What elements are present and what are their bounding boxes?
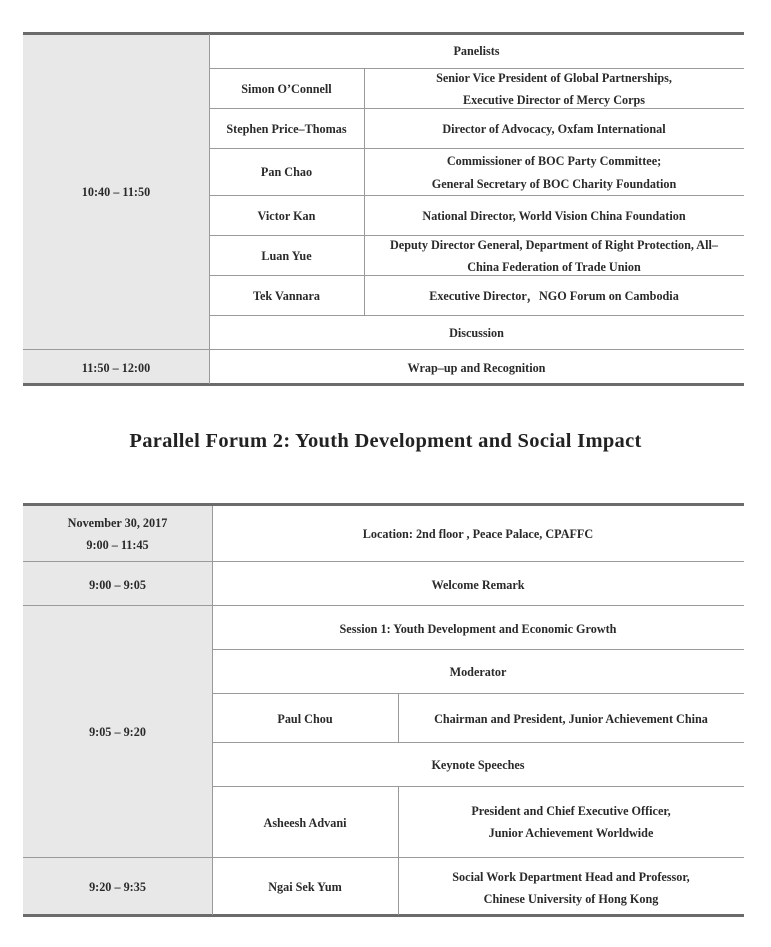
panelist-role: Commissioner of BOC Party Committee; <box>446 154 662 168</box>
forum-date: November 30, 2017 <box>67 516 168 530</box>
row-divider <box>212 693 744 694</box>
forum-title: Parallel Forum 2: Youth Development and Social Impact <box>129 430 642 452</box>
row-divider <box>212 649 744 650</box>
panelist-role: Deputy Director General, Department of Right Protection, All– <box>390 238 718 252</box>
row-divider <box>212 786 744 787</box>
panelist-role: National Director, World Vision China Foundation <box>422 209 686 223</box>
table-top-border <box>23 32 744 35</box>
table-bottom-border <box>23 383 744 386</box>
panelists-header: Panelists <box>453 44 500 58</box>
panelist-name: Tek Vannara <box>253 289 320 303</box>
keynote-header: Keynote Speeches <box>431 758 525 772</box>
speaker-name: Ngai Sek Yum <box>268 880 342 894</box>
table-bottom-border <box>23 914 744 917</box>
time-column-bg <box>23 506 212 915</box>
table-top-border <box>23 503 744 506</box>
time-slot: 11:50 – 12:00 <box>81 361 151 375</box>
row-divider <box>23 857 744 858</box>
keynote-role: Junior Achievement Worldwide <box>488 826 654 840</box>
discussion-label: Discussion <box>449 326 504 340</box>
time-slot: 9:20 – 9:35 <box>89 880 146 894</box>
row-divider <box>209 195 744 196</box>
welcome-label: Welcome Remark <box>431 578 525 592</box>
panelist-role: Director of Advocacy, Oxfam International <box>442 122 666 136</box>
keynote-name: Asheesh Advani <box>263 816 347 830</box>
time-column-bg <box>23 34 209 384</box>
forum-time-range: 9:00 – 11:45 <box>86 538 149 552</box>
speaker-role: Chinese University of Hong Kong <box>483 892 659 906</box>
row-divider <box>209 315 744 316</box>
row-divider <box>209 148 744 149</box>
time-slot: 9:05 – 9:20 <box>89 725 146 739</box>
row-divider <box>23 561 744 562</box>
row-divider <box>23 349 744 350</box>
row-divider <box>212 742 744 743</box>
time-slot: 10:40 – 11:50 <box>81 185 151 199</box>
panelist-role: Senior Vice President of Global Partnerships, <box>436 71 672 85</box>
panelist-name: Pan Chao <box>260 165 313 179</box>
location-label: Location: 2nd floor , Peace Palace, CPAFFC <box>362 527 594 541</box>
panelist-name: Simon O’Connell <box>241 82 332 96</box>
panelist-role: Executive Director，NGO Forum on Cambodia <box>429 289 679 303</box>
speaker-role: Social Work Department Head and Professor, <box>452 870 690 884</box>
time-slot: 9:00 – 9:05 <box>89 578 146 592</box>
moderator-header: Moderator <box>449 665 507 679</box>
moderator-name: Paul Chou <box>277 712 333 726</box>
row-divider <box>23 605 744 606</box>
panelist-role: China Federation of Trade Union <box>467 260 641 274</box>
wrapup-label: Wrap–up and Recognition <box>407 361 546 375</box>
moderator-role: Chairman and President, Junior Achievement China <box>434 712 708 726</box>
panelist-role: General Secretary of BOC Charity Foundation <box>431 177 677 191</box>
panelist-role: Executive Director of Mercy Corps <box>462 93 646 107</box>
keynote-role: President and Chief Executive Officer, <box>471 804 671 818</box>
session-title: Session 1: Youth Development and Economic Growth <box>339 622 617 636</box>
panelist-name: Victor Kan <box>257 209 316 223</box>
panelist-name: Stephen Price–Thomas <box>226 122 347 136</box>
panelist-name: Luan Yue <box>261 249 312 263</box>
